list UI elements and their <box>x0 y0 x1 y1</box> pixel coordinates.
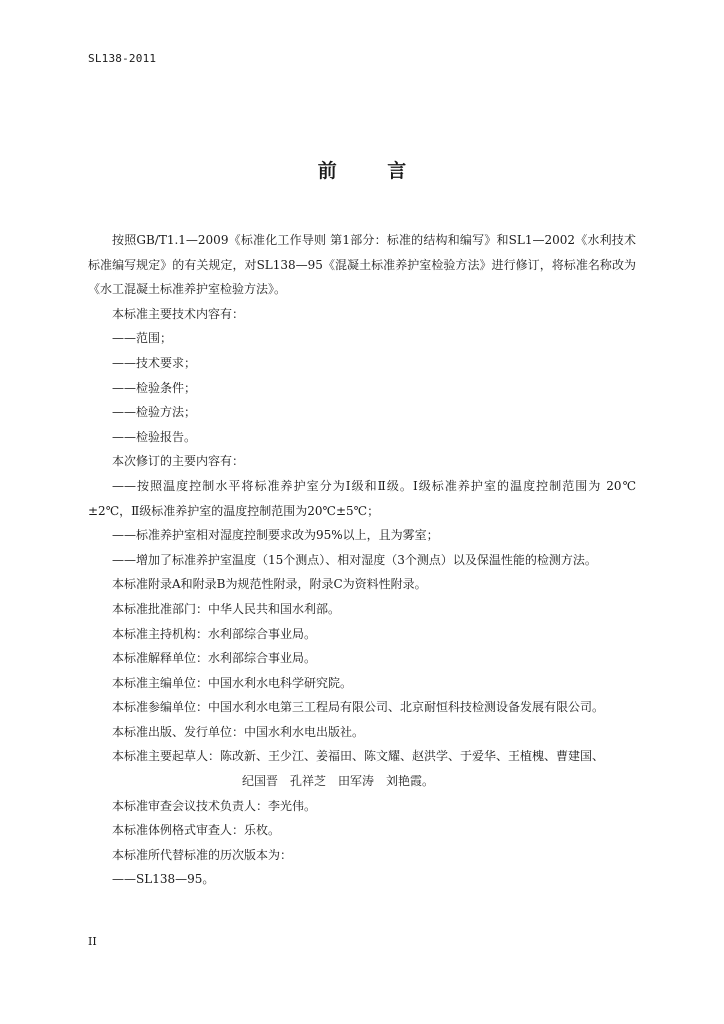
format-reviewer: 本标准体例格式审查人：乐枚。 <box>112 823 281 838</box>
main-content-heading: 本标准主要技术内容有： <box>112 306 245 321</box>
publisher: 本标准出版、发行单位：中国水利水电出版社。 <box>112 724 365 739</box>
revision-heading: 本次修订的主要内容有： <box>112 454 245 469</box>
appendix-statement: 本标准附录A和附录B为规范性附录，附录C为资料性附录。 <box>112 577 427 592</box>
content-item-test-methods: ——检验方法； <box>112 405 197 420</box>
main-drafters: 本标准主要起草人：陈改新、王少江、姜福田、陈文耀、赵洪学、于爱华、王植槐、曹建国、 <box>112 749 605 764</box>
participating-units: 本标准参编单位：中国水利水电第三工程局有限公司、北京耐恒科技检测设备发展有限公司。 <box>112 700 605 715</box>
revision-item-grade: ——按照温度控制水平将标准养护室分为Ⅰ级和Ⅱ级。Ⅰ级标准养护室的温度控制范围为 20℃±2℃，Ⅱ级标准养护室的温度控制范围为20℃±5℃； <box>88 478 636 518</box>
approval-department: 本标准批准部门：中华人民共和国水利部。 <box>112 601 341 616</box>
revision-item-test-methods: ——增加了标准养护室温度（15个测点）、相对湿度（3个测点）以及保温性能的检测方法。 <box>112 552 597 567</box>
host-organization: 本标准主持机构：水利部综合事业局。 <box>112 626 317 641</box>
page-title: 前 言 <box>317 160 429 182</box>
previous-editions-heading: 本标准所代替标准的历次版本为： <box>112 847 293 862</box>
content-item-technical-requirements: ——技术要求； <box>112 355 197 370</box>
interpretation-unit: 本标准解释单位：水利部综合事业局。 <box>112 651 317 666</box>
content-item-scope: ——范围； <box>112 331 173 346</box>
page-number: II <box>88 935 97 948</box>
main-drafters-continued: 纪国晋 孔祥芝 田军涛 刘艳霞。 <box>242 774 435 789</box>
standard-code-header: SL138-2011 <box>88 52 157 65</box>
foreword-body <box>88 228 636 892</box>
previous-edition-item: ——SL138—95。 <box>112 872 215 887</box>
review-leader: 本标准审查会议技术负责人：李光伟。 <box>112 798 317 813</box>
content-item-test-report: ——检验报告。 <box>112 429 197 444</box>
chief-editor-unit: 本标准主编单位：中国水利水电科学研究院。 <box>112 675 353 690</box>
intro-paragraph: 按照GB/T1.1—2009《标准化工作导则 第1部分：标准的结构和编写》和SL1—2002《水利技术标准编写规定》的有关规定，对SL138—95《混凝土标准养护室检验方法》进行修订，将标准名称改为《水工混凝土标准养护室检验方法》。 <box>88 233 636 297</box>
revision-item-humidity: ——标准养护室相对湿度控制要求改为95%以上，且为雾室； <box>112 528 439 543</box>
content-item-test-conditions: ——检验条件； <box>112 380 197 395</box>
